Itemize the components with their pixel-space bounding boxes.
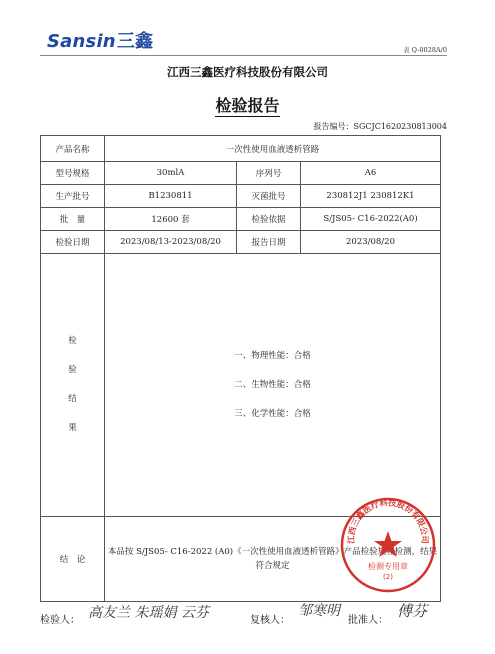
serial-label: 序列号 bbox=[237, 162, 301, 185]
form-number: 表 Q-0028A/0 bbox=[403, 46, 447, 54]
report-number-value: SGCJC1620230813004 bbox=[353, 122, 447, 131]
results-label-char: 结 bbox=[68, 394, 77, 404]
logo-latin: Sansin bbox=[47, 31, 116, 52]
results-label-char: 验 bbox=[68, 365, 77, 375]
model-value: 30mlA bbox=[105, 162, 237, 185]
company-logo bbox=[47, 27, 153, 53]
basis-value: S/JS05- C16-2022(A0) bbox=[301, 208, 441, 231]
conclusion-label: 结 论 bbox=[41, 517, 105, 602]
inspection-date-label: 检验日期 bbox=[41, 231, 105, 254]
document-title-wrap bbox=[0, 93, 495, 116]
seal-star-icon bbox=[374, 531, 402, 557]
result-item: 二、生物性能：合格 bbox=[234, 379, 311, 390]
inspector-signature: 高友兰 朱瑶娟 云芬 bbox=[88, 605, 209, 621]
product-name-value: 一次性使用血液透析管路 bbox=[105, 136, 441, 162]
model-label: 型号规格 bbox=[41, 162, 105, 185]
result-item: 一、物理性能：合格 bbox=[234, 350, 311, 361]
approver-signature: 傅芬 bbox=[397, 602, 428, 620]
results-label bbox=[41, 254, 105, 517]
seal-text: 江西三鑫医疗科技股份有限公司 bbox=[345, 497, 431, 544]
sterilization-value: 230812J1 230812K1 bbox=[301, 185, 441, 208]
product-name-label: 产品名称 bbox=[41, 136, 105, 162]
results-label-char: 果 bbox=[68, 423, 77, 433]
batch-value: B1230811 bbox=[105, 185, 237, 208]
serial-value: A6 bbox=[301, 162, 441, 185]
batch-label: 生产批号 bbox=[41, 185, 105, 208]
company-name: 江西三鑫医疗科技股份有限公司 bbox=[167, 65, 328, 79]
sterilization-label: 灭菌批号 bbox=[237, 185, 301, 208]
result-item: 三、化学性能：合格 bbox=[234, 408, 311, 419]
results-list bbox=[105, 254, 441, 517]
seal-number: (2) bbox=[383, 573, 393, 581]
report-date-label: 报告日期 bbox=[237, 231, 301, 254]
inspection-date-value: 2023/08/13-2023/08/20 bbox=[105, 231, 237, 254]
report-number-label: 报告编号： bbox=[313, 122, 354, 131]
logo-cn: 三鑫 bbox=[116, 31, 154, 52]
official-seal bbox=[338, 495, 438, 595]
results-label-char: 检 bbox=[68, 336, 77, 346]
reviewer-label: 复核人： bbox=[250, 615, 290, 626]
report-number bbox=[314, 121, 448, 132]
inspector-label: 检验人： bbox=[40, 615, 80, 626]
reviewer-signature: 邹寒明 bbox=[298, 603, 340, 619]
basis-label: 检验依据 bbox=[237, 208, 301, 231]
quantity-value: 12600 套 bbox=[105, 208, 237, 231]
header-divider bbox=[40, 55, 447, 56]
document-title: 检验报告 bbox=[215, 96, 280, 115]
report-date-value: 2023/08/20 bbox=[301, 231, 441, 254]
quantity-label: 批 量 bbox=[41, 208, 105, 231]
conclusion-text: 本品按 S/JS05- C16-2022 (A0)《一次性使用血液透析管路》产品检验规程检测，结果符合规定 bbox=[105, 517, 441, 602]
approver-label: 批准人： bbox=[348, 615, 388, 626]
seal-subtitle: 检测专用章 bbox=[368, 562, 408, 571]
signature-area bbox=[0, 600, 495, 640]
